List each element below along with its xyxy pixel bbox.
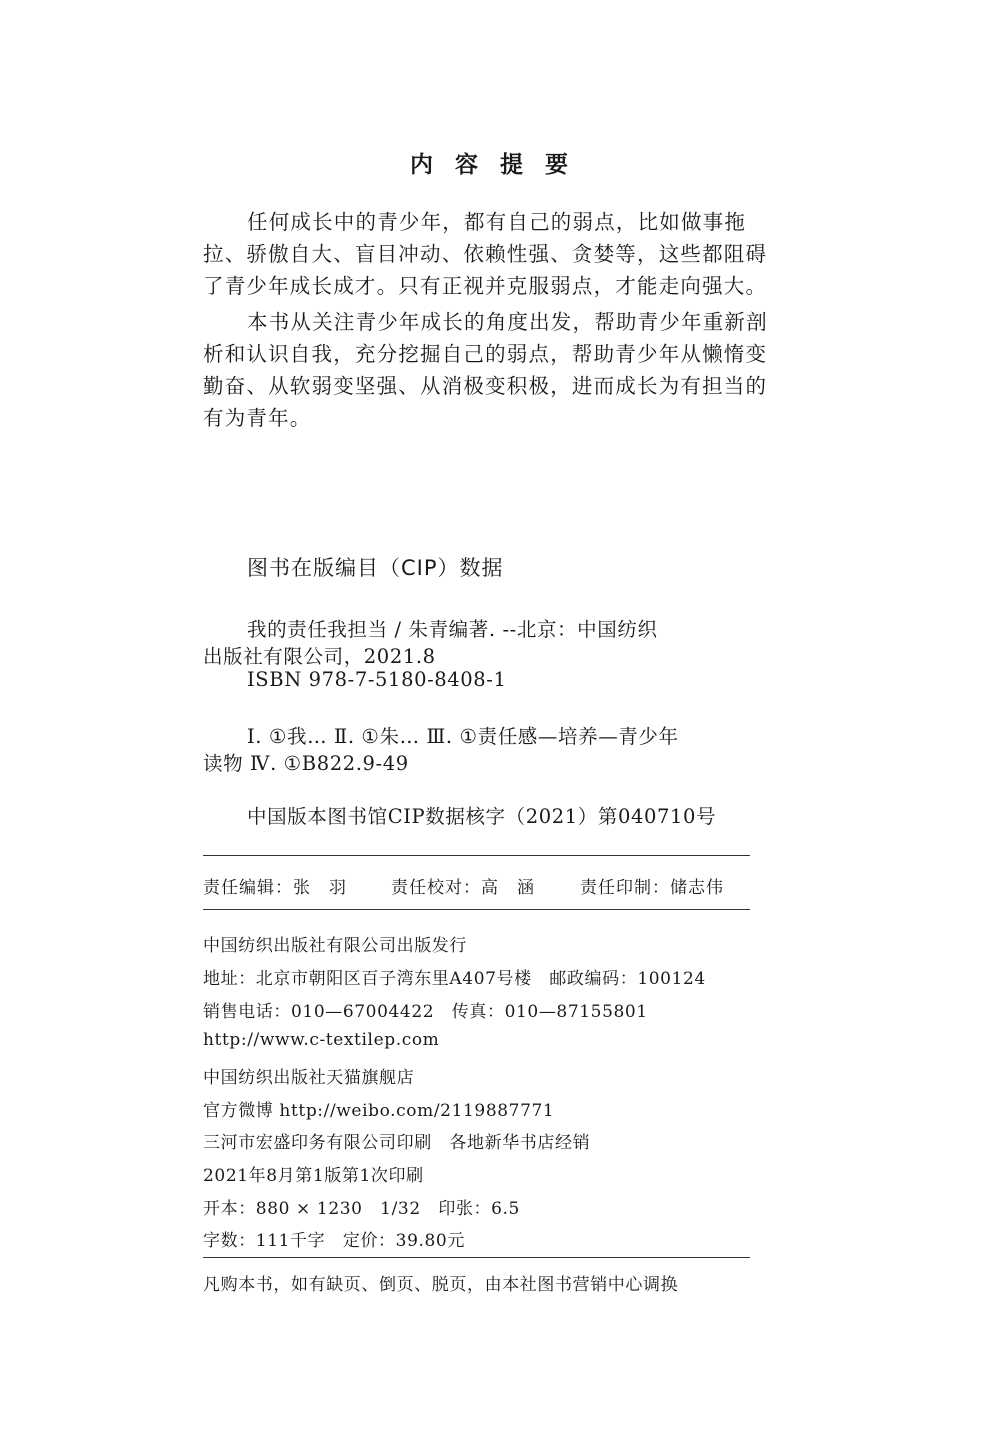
divider-rule	[203, 909, 750, 910]
publisher-website: http://www.c-textilep.com	[203, 1030, 440, 1050]
summary-paragraph-2-line-3: 勤奋、从软弱变坚强、从消极变积极，进而成长为有担当的	[203, 374, 768, 398]
summary-paragraph-1-line-2: 拉、骄傲自大、盲目冲动、依赖性强、贪婪等，这些都阻碍	[203, 242, 768, 266]
summary-paragraph-1-line-3: 了青少年成长成才。只有正视并克服弱点，才能走向强大。	[203, 274, 768, 298]
publisher-weibo: 官方微博 http://weibo.com/2119887771	[203, 1101, 555, 1121]
cip-isbn: ISBN 978-7-5180-8408-1	[247, 668, 507, 691]
responsible-proofreader: 责任校对：高 涵	[391, 878, 535, 898]
edition-printing: 2021年8月第1版第1次印刷	[203, 1166, 424, 1186]
cip-classification-line: Ⅰ. ①我… Ⅱ. ①朱… Ⅲ. ①责任感—培养—青少年	[247, 725, 679, 748]
summary-title: 内容提要	[410, 152, 590, 178]
footer-note: 凡购本书，如有缺页、倒页、脱页，由本社图书营销中心调换	[203, 1275, 679, 1295]
publisher-line: 中国纺织出版社有限公司出版发行	[203, 936, 467, 956]
cip-approval-number: 中国版本图书馆CIP数据核字（2021）第040710号	[247, 805, 717, 828]
word-count-price: 字数：111千字 定价：39.80元	[203, 1231, 465, 1251]
cip-record-line: 我的责任我担当 / 朱青编著. --北京：中国纺织	[247, 618, 658, 641]
publisher-store: 中国纺织出版社天猫旗舰店	[203, 1068, 415, 1088]
summary-paragraph-2-line-4: 有为青年。	[203, 406, 312, 430]
cip-title: 图书在版编目（CIP）数据	[247, 556, 504, 580]
publisher-phone: 销售电话：010—67004422 传真：010—87155801	[203, 1002, 648, 1022]
divider-rule	[203, 855, 750, 856]
responsible-editor: 责任编辑：张 羽	[203, 878, 347, 898]
cip-record-line: 出版社有限公司，2021.8	[203, 645, 436, 668]
responsible-printing: 责任印制：储志伟	[580, 878, 724, 898]
summary-paragraph-1-line-1: 任何成长中的青少年，都有自己的弱点，比如做事拖	[247, 210, 747, 234]
publisher-address: 地址：北京市朝阳区百子湾东里A407号楼 邮政编码：100124	[203, 969, 706, 989]
summary-paragraph-2-line-1: 本书从关注青少年成长的角度出发，帮助青少年重新剖	[247, 310, 768, 334]
divider-rule	[203, 1257, 750, 1258]
cip-classification-line: 读物 Ⅳ. ①B822.9-49	[203, 752, 409, 775]
printer-distributor: 三河市宏盛印务有限公司印刷 各地新华书店经销	[203, 1133, 591, 1153]
format-sheets: 开本：880 × 1230 1/32 印张：6.5	[203, 1199, 520, 1219]
summary-paragraph-2-line-2: 析和认识自我，充分挖掘自己的弱点，帮助青少年从懒惰变	[203, 342, 768, 366]
